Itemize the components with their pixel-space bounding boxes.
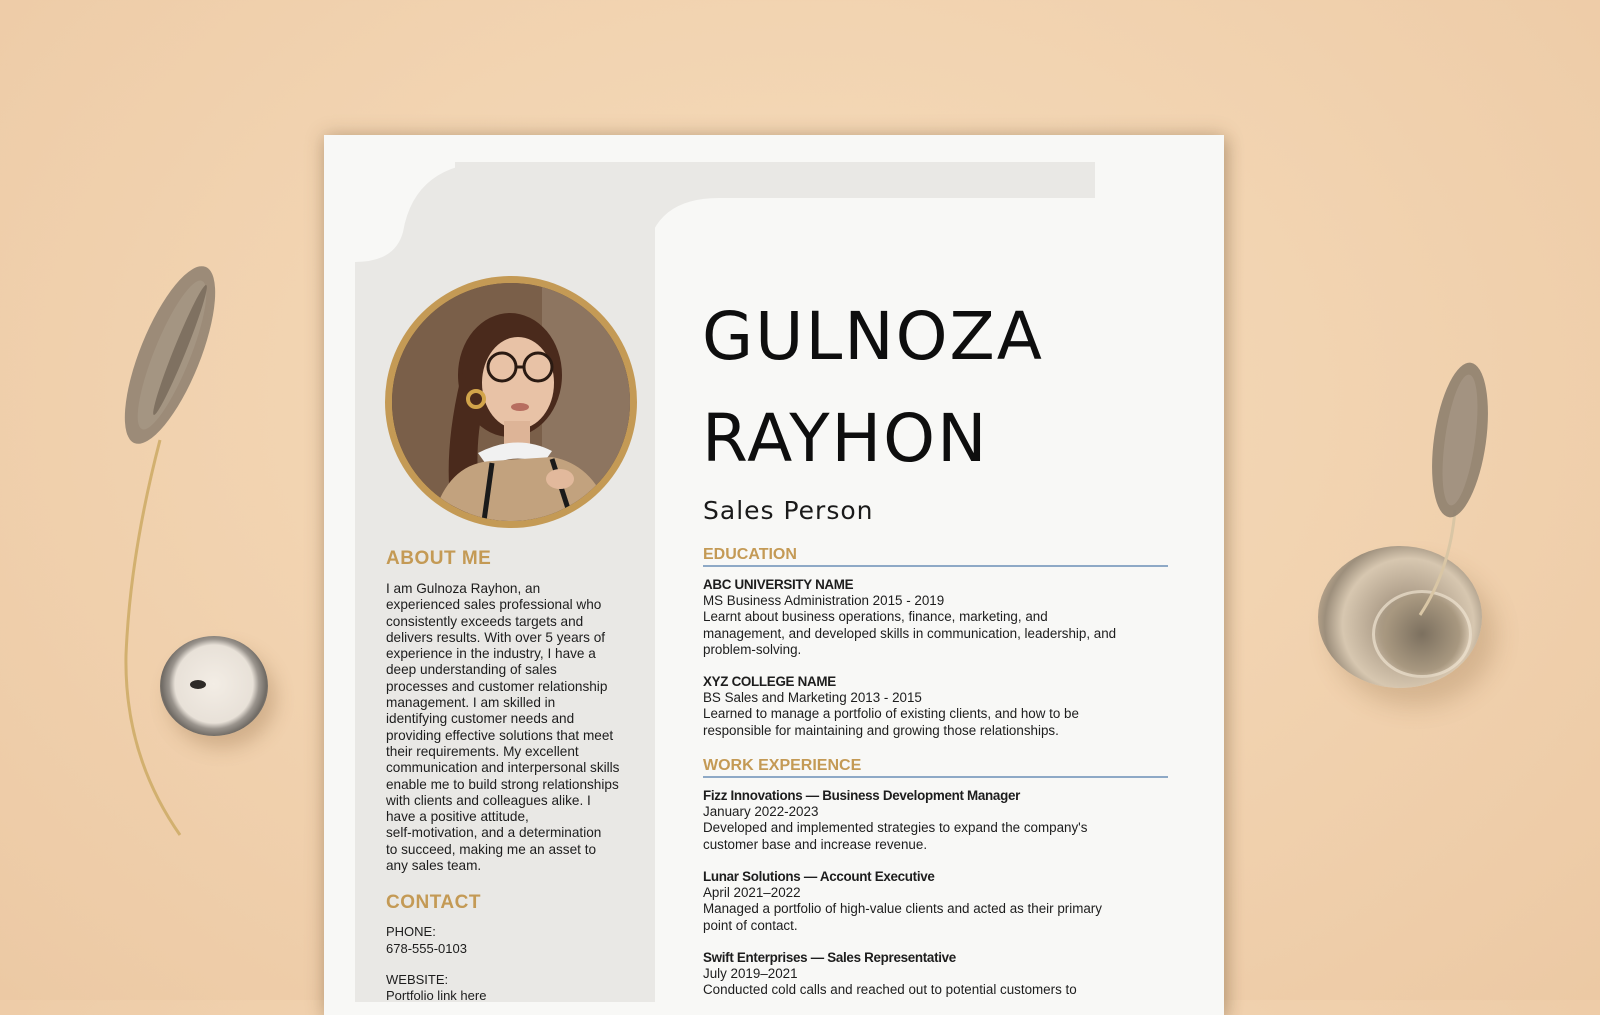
experience-entry: [703, 950, 1173, 999]
desc-line: Learnt about business operations, finance, marketing, and: [703, 609, 1048, 625]
degree: BS Sales and Marketing 2013 - 2015: [703, 690, 922, 706]
candle-decoration: [160, 636, 268, 736]
education-entry: [703, 577, 1173, 658]
experience-entry: [703, 788, 1173, 853]
about-line: providing effective solutions that meet: [386, 727, 614, 743]
desc-line: Conducted cold calls and reached out to potential customers to: [703, 982, 1077, 998]
candle-wick: [190, 680, 206, 689]
portrait-illustration: [392, 283, 630, 521]
school-name: ABC UNIVERSITY NAME: [703, 577, 854, 592]
job-role: Sales Person: [703, 496, 874, 525]
about-line: processes and customer relationship: [386, 678, 608, 694]
desc-line: Developed and implemented strategies to expand the company's: [703, 820, 1088, 836]
first-name: GULNOZA: [702, 298, 1044, 375]
about-line: deep understanding of sales: [386, 662, 557, 678]
about-line: communication and interpersonal skills: [386, 760, 620, 776]
desc-line: Managed a portfolio of high-value clients and acted as their primary: [703, 901, 1102, 917]
dried-grass-left-decoration: [110, 255, 250, 855]
about-heading: ABOUT ME: [386, 548, 492, 569]
about-line: identifying customer needs and: [386, 711, 575, 727]
about-line: enable me to build strong relationships: [386, 776, 619, 792]
job-title: Lunar Solutions — Account Executive: [703, 869, 935, 884]
phone-value: 678-555-0103: [386, 941, 467, 956]
job-title: Swift Enterprises — Sales Representative: [703, 950, 956, 965]
desc-line: point of contact.: [703, 917, 798, 933]
website-label: WEBSITE:: [386, 972, 449, 987]
dried-grass-right-decoration: [1390, 360, 1510, 630]
profile-photo: [385, 276, 637, 528]
job-dates: April 2021–2022: [703, 885, 801, 901]
desc-line: Learned to manage a portfolio of existing clients, and how to be: [703, 706, 1079, 722]
school-name: XYZ COLLEGE NAME: [703, 674, 836, 689]
about-line: experience in the industry, I have a: [386, 646, 596, 662]
experience-entry: [703, 869, 1173, 934]
desc-line: management, and developed skills in communication, leadership, and: [703, 625, 1117, 641]
about-line: delivers results. With over 5 years of: [386, 629, 606, 645]
about-text: [386, 581, 642, 874]
last-name: RAYHON: [702, 400, 989, 477]
desc-line: customer base and increase revenue.: [703, 836, 928, 852]
about-line: consistently exceeds targets and: [386, 613, 584, 629]
about-line: experienced sales professional who: [386, 597, 602, 613]
about-line: to succeed, making me an asset to: [386, 841, 597, 857]
job-title: Fizz Innovations — Business Development Manager: [703, 788, 1021, 803]
contact-heading: CONTACT: [386, 892, 481, 913]
about-line: with clients and colleagues alike. I: [386, 792, 591, 808]
phone-label: PHONE:: [386, 924, 436, 939]
desc-line: responsible for maintaining and growing those relationships.: [703, 722, 1059, 738]
about-line: I am Gulnoza Rayhon, an: [386, 581, 541, 596]
desc-line: problem-solving.: [703, 641, 802, 657]
degree: MS Business Administration 2015 - 2019: [703, 593, 945, 609]
about-line: self-motivation, and a determination: [386, 825, 602, 841]
about-line: any sales team.: [386, 858, 482, 874]
job-dates: January 2022-2023: [703, 804, 819, 820]
education-heading: EDUCATION: [703, 546, 1168, 567]
education-entry: [703, 674, 1173, 739]
website-link[interactable]: Portfolio link here: [386, 988, 487, 1003]
experience-heading: WORK EXPERIENCE: [703, 757, 1168, 778]
job-dates: July 2019–2021: [703, 966, 798, 982]
about-line: management. I am skilled in: [386, 695, 556, 711]
about-line: their requirements. My excellent: [386, 743, 579, 759]
about-line: have a positive attitude,: [386, 809, 529, 825]
